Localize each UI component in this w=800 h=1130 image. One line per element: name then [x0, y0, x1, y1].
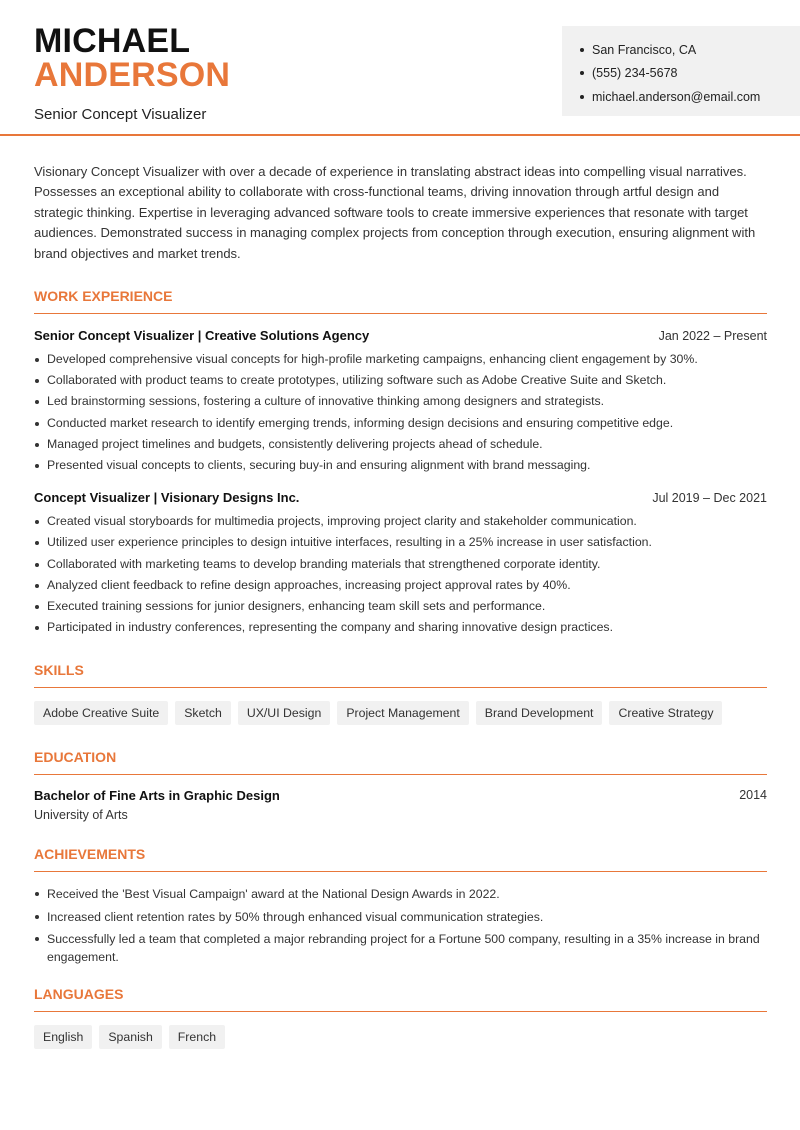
skill-tag: Creative Strategy: [609, 701, 722, 725]
resume-header: [0, 0, 800, 136]
name-block: [34, 24, 230, 123]
list-item: Utilized user experience principles to design intuitive interfaces, resulting in a 25% increase in user satisfaction.: [34, 532, 767, 553]
skill-tag: Adobe Creative Suite: [34, 701, 168, 725]
list-item: Managed project timelines and budgets, consistently delivering projects ahead of schedule.: [34, 434, 767, 455]
job-role: Concept Visualizer | Visionary Designs Inc.: [34, 490, 300, 506]
languages-list: [34, 1025, 767, 1049]
last-name: ANDERSON: [34, 56, 231, 94]
list-item: Executed training sessions for junior designers, enhancing team skill sets and performance.: [34, 596, 767, 617]
list-item: Analyzed client feedback to refine design approaches, increasing project approval rates by 40%.: [34, 575, 767, 596]
education-heading: [34, 788, 767, 803]
list-item: Created visual storyboards for multimedia projects, improving project clarity and stakeholder communication.: [34, 511, 767, 532]
job-heading: [34, 328, 767, 343]
contact-box: [562, 26, 800, 116]
section-title-skills: SKILLS: [34, 662, 767, 688]
summary: Visionary Concept Visualizer with over a decade of experience in translating abstract ideas into compelling visual narratives. Possesses an exceptional ability to collaborate with cross-functional teams, driving innovation through artful design and strategic thinking. Expertise in leveraging advanced software tools to create immersive experiences that resonate with target audiences. Demonstrated success in managing complex projects from conception through execution, ensuring alignment with brand objectives and market trends.: [34, 164, 756, 261]
section-title-work: WORK EXPERIENCE: [34, 288, 767, 314]
list-item: Developed comprehensive visual concepts for high-profile marketing campaigns, enhancing client engagement by 30%.: [34, 349, 767, 370]
bullet-icon: [580, 71, 584, 75]
job-role: Senior Concept Visualizer | Creative Solutions Agency: [34, 328, 370, 344]
section-title-languages: LANGUAGES: [34, 986, 767, 1012]
job-dates: Jul 2019 – Dec 2021: [652, 490, 767, 505]
skills-list: [34, 701, 767, 725]
list-item: Received the 'Best Visual Campaign' award at the National Design Awards in 2022.: [34, 885, 767, 903]
list-item: Collaborated with marketing teams to develop branding materials that strengthened corporate identity.: [34, 554, 767, 575]
contact-location: [580, 38, 800, 62]
job-entry: [34, 490, 767, 638]
resume-body: [34, 162, 767, 1049]
achievements-list: [34, 885, 767, 966]
list-item: Participated in industry conferences, representing the company and sharing innovative design practices.: [34, 617, 767, 638]
education-school: University of Arts: [34, 808, 128, 823]
education-year: 2014: [739, 788, 767, 803]
skill-tag: Project Management: [337, 701, 468, 725]
job-bullets: [34, 349, 767, 476]
job-title: Senior Concept Visualizer: [34, 106, 207, 123]
skill-tag: UX/UI Design: [238, 701, 331, 725]
bullet-icon: [580, 95, 584, 99]
list-item: Conducted market research to identify emerging trends, informing design decisions and ensuring competitive edge.: [34, 413, 767, 434]
language-tag: Spanish: [99, 1025, 161, 1049]
phone-text: (555) 234-5678: [592, 66, 678, 81]
email-text: michael.anderson@email.com: [592, 89, 761, 104]
section-title-achievements: ACHIEVEMENTS: [34, 846, 767, 872]
section-title-education: EDUCATION: [34, 749, 767, 775]
skill-tag: Sketch: [175, 701, 231, 725]
list-item: Successfully led a team that completed a major rebranding project for a Fortune 500 company, resulting in a 35% increase in brand engagement.: [34, 930, 767, 966]
bullet-icon: [580, 48, 584, 52]
job-entry: [34, 328, 767, 476]
education-degree: Bachelor of Fine Arts in Graphic Design: [34, 788, 280, 804]
job-bullets: [34, 511, 767, 638]
contact-phone: [580, 62, 800, 86]
list-item: Presented visual concepts to clients, securing buy-in and ensuring alignment with brand messaging.: [34, 455, 767, 476]
job-dates: Jan 2022 – Present: [658, 328, 767, 343]
list-item: Increased client retention rates by 50% through enhanced visual communication strategies.: [34, 908, 767, 926]
job-heading: [34, 490, 767, 505]
skill-tag: Brand Development: [476, 701, 603, 725]
location-text: San Francisco, CA: [592, 42, 697, 57]
first-name: MICHAEL: [34, 22, 191, 60]
list-item: Collaborated with product teams to create prototypes, utilizing software such as Adobe Creative Suite and Sketch.: [34, 370, 767, 391]
language-tag: English: [34, 1025, 92, 1049]
list-item: Led brainstorming sessions, fostering a culture of innovative thinking among designers and strategists.: [34, 391, 767, 412]
language-tag: French: [169, 1025, 225, 1049]
contact-email: [580, 85, 800, 109]
